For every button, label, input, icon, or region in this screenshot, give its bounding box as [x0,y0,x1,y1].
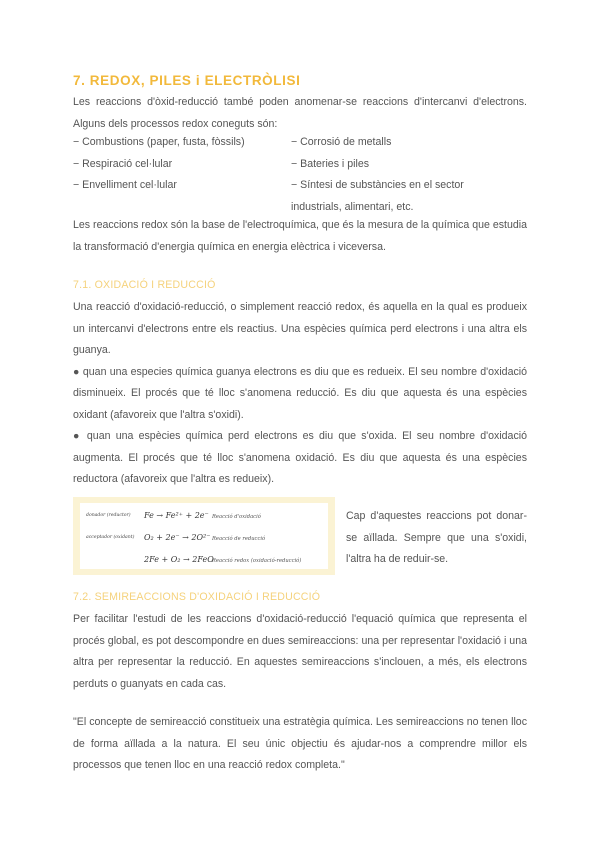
reduction-bullet: ● quan una especies química guanya electrons es diu que es redueix. El seu nombre d'oxidació disminueix. El procés que té lloc s'anomena reducció. Es diu que aquesta és una espècies oxidant (afavoreix que l'altra s'oxidi). [73,365,527,421]
intro-paragraph: Les reaccions d'òxid-reducció també poden anomenar-se reaccions d'intercanvi d'electrons. Alguns dels processos redox coneguts són: [73,96,527,130]
list-item: industrials, alimentari, etc. [291,200,414,213]
handwriting-note: Reacció d'oxidació [212,514,261,520]
handwritten-equations-canvas [80,503,328,569]
handwriting-note: Reacció redox (oxidació-reducció) [212,558,302,564]
list-item: − Corrosió de metalls [291,136,392,148]
electrochemistry-paragraph: Les reaccions redox són la base de l'electroquímica, que és la mesura de la química que estudia la transformació d'energia química en energia elèctrica i viceversa. [73,219,527,253]
list-column-left [73,132,283,197]
image-side-text: Cap d'aquestes reaccions pot donar-se aïllada. Sempre que una s'oxidi, l'altra ha de reduir-se. [346,510,527,565]
semireactions-paragraph: Per facilitar l'estudi de les reaccions d'oxidació-reducció l'equació química que representa el procés global, es pot descompondre en dues semireaccions: una per representar l'oxidació i una altra per representar la reducció. En aquestes semireaccions s'inclouen, a més, els electrons perduts o guanyats en cada cas. [73,613,527,690]
list-item: − Síntesi de substàncies en el sector [291,179,464,191]
oxidation-bullet: ● quan una espècies química perd electrons es diu que s'oxida. El seu nombre d'oxidació augmenta. El procés que té lloc s'anomena oxidació. Es diu que aquesta és una espècies reductora (afavoreix que l'altra es redueix). [73,430,527,485]
section-heading-oxidation-reduction: 7.1. OXIDACIÓ I REDUCCIÓ [73,279,216,291]
handwriting-label: acceptador (oxidant) [86,535,135,540]
handwriting-equation: O₂ + 2e⁻ → 2O²⁻ [144,533,211,542]
list-item: − Bateries i piles [291,157,370,170]
handwritten-equations-image [73,497,335,575]
list-item: − Respiració cel·lular [73,157,173,170]
semireaction-quote: "El concepte de semireacció constitueix una estratègia química. Les semireaccions no tenen lloc de forma aïllada a la natura. El seu únic objectiu és ajudar-nos a comprendre millor els processos que tenen lloc en una reacció redox completa." [73,716,527,771]
handwriting-label: donador (reductor) [86,513,131,518]
handwriting-note: Reacció de reducció [212,536,266,542]
handwritten-equations-svg [80,503,328,569]
page-title: 7. REDOX, PILES i ELECTRÒLISI [73,73,301,88]
section-heading-semireactions: 7.2. SEMIREACCIONS D'OXIDACIÓ I REDUCCIÓ [73,591,321,603]
redox-definition-paragraph: Una reacció d'oxidació-reducció, o simplement reacció redox, és aquella en la qual es produeix un intercanvi d'electrons entre els reactius. Una espècies química perd electrons i una altra els guanya. [73,301,527,356]
list-item: − Combustions (paper, fusta, fòssils) [73,136,245,148]
handwriting-equation: 2Fe + O₂ → 2FeO [144,555,214,564]
section1-body [73,297,527,491]
list-item: − Envelliment cel·lular [73,179,177,191]
list-column-right [291,132,531,218]
handwriting-equation: Fe → Fe²⁺ + 2e⁻ [144,511,209,520]
